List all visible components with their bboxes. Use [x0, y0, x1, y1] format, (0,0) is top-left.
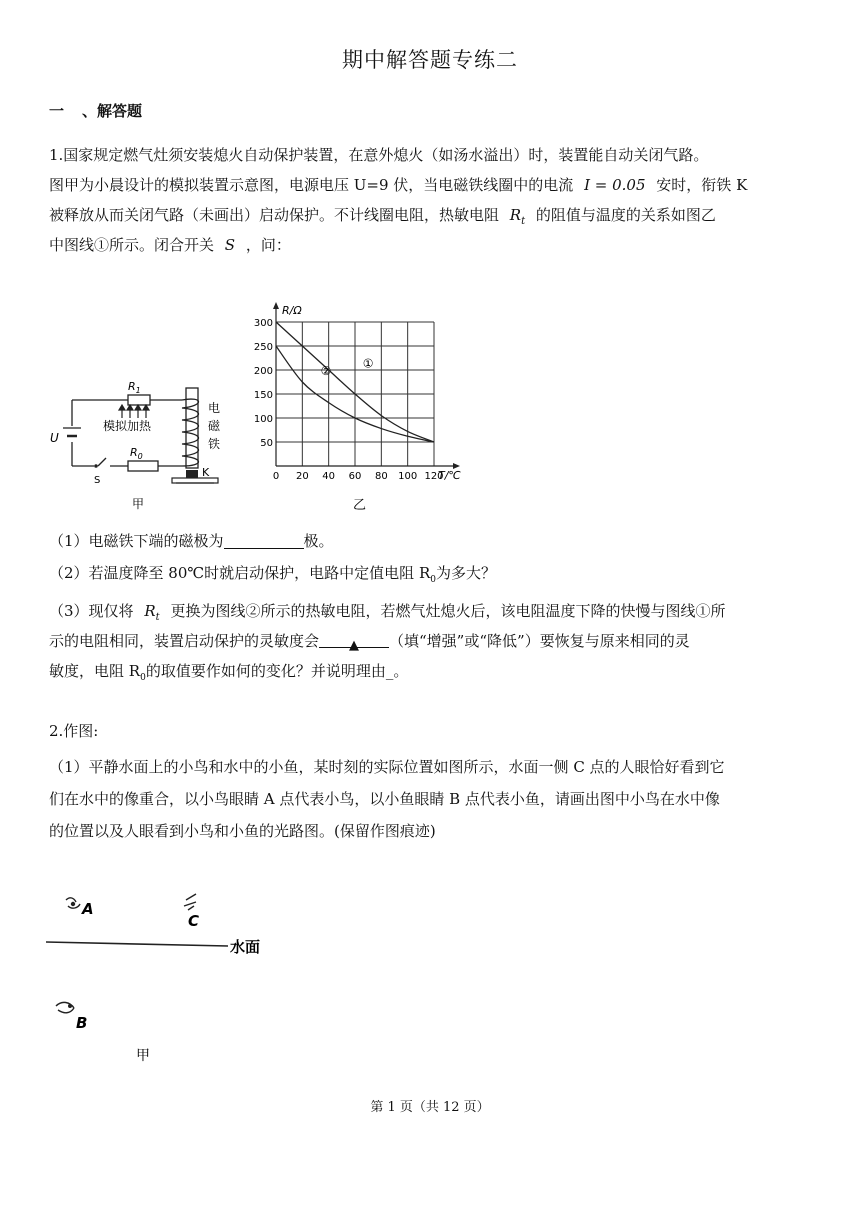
q1-line-1: 1.国家规定燃气灶须安装熄火自动保护装置，在意外熄火（如汤水溢出）时，装置能自动关闭气路。: [49, 146, 709, 164]
sub2-text: （2）若温度降至 80℃时就启动保护，电路中定值电阻 R: [49, 564, 431, 582]
point-A-label: A: [82, 900, 94, 918]
y-tick-label: 50: [260, 438, 273, 449]
sub3-text-1-tail: 更换为图线②所示的热敏电阻，若燃气灶熄火后，该电阻温度下降的快慢与图线①所: [170, 602, 726, 620]
coil-label-1: 电: [208, 401, 221, 415]
sub1-tail: 极。: [303, 532, 334, 550]
r1-resistor: [128, 395, 150, 405]
y-tick-label: 100: [253, 414, 273, 425]
r1-label: $R_1$: [128, 380, 141, 395]
answer-blank-1[interactable]: [224, 530, 304, 549]
section-label: 、解答题: [82, 102, 143, 120]
x-axis-label: T/℃: [438, 469, 461, 482]
question-1: [49, 140, 819, 260]
voltage-label: U: [50, 431, 59, 445]
q2-line-3: 的位置以及人眼看到小鸟和小鱼的光路图。(保留作图痕迹): [49, 822, 436, 840]
thermistor-symbol-2: $R_t$: [144, 602, 160, 623]
x-tick-label: 40: [322, 471, 336, 482]
armature-base: [172, 478, 218, 483]
q1-line-2: [49, 170, 819, 200]
armature-label: K: [202, 466, 210, 479]
bird-fish-diagram: [40, 886, 300, 1066]
thermistor-sub: t: [521, 216, 526, 227]
q1-line-2-tail: 安时，衔铁 K: [656, 176, 748, 194]
q1-line-3-text: 被释放从而关闭气路（未画出）启动保护。不计线圈电阻，热敏电阻: [49, 206, 500, 224]
sub-question-2: [49, 558, 819, 596]
water-surface-line: [46, 942, 228, 946]
chart-caption: 乙: [353, 498, 367, 513]
q1-line-4-tail: ，问：: [245, 236, 291, 254]
answer-blank-2[interactable]: [319, 629, 389, 653]
sub-question-3-line-3: [49, 656, 819, 686]
figure2-caption: 甲: [136, 1048, 150, 1064]
r0-label: $R_0$: [130, 446, 143, 461]
sub1-text: （1）电磁铁下端的磁极为: [49, 532, 224, 550]
heating-arrows: [119, 405, 149, 418]
x-tick-label: 60: [348, 471, 362, 482]
q1-line-3-tail: 的阻值与温度的关系如图乙: [535, 206, 716, 224]
y-axis-label: R/Ω: [282, 304, 302, 317]
question-1-parts: [49, 526, 819, 686]
r0-resistor: [128, 461, 158, 471]
circuit-diagram: [46, 370, 246, 516]
y-tick-label: 250: [253, 342, 273, 353]
point-C-label: C: [188, 912, 200, 930]
resistance-temperature-chart: [248, 296, 478, 516]
switch-label: S: [94, 475, 101, 486]
x-tick-label: 100: [398, 471, 418, 482]
q2-line-1: （1）平静水面上的小鸟和水中的小鱼，某时刻的实际位置如图所示，水面一侧 C 点的人眼恰好看到它: [49, 758, 725, 776]
battery-symbol: [63, 428, 81, 436]
q2-line-2: 们在水中的像重合，以小鸟眼睛 A 点代表小鸟，以小鱼眼睛 B 点代表小鱼，请画出图中小鸟在水中像: [49, 790, 720, 808]
coil-label-3: 铁: [208, 437, 221, 451]
y-axis-arrow: [273, 302, 279, 309]
q1-line-4-text: 中图线①所示。闭合开关: [49, 236, 215, 254]
current-equation: I = 0.05: [584, 176, 646, 194]
x-tick-label: 120: [424, 471, 444, 482]
coil-label-2: 磁: [208, 419, 221, 433]
sub-question-3-line-2: [49, 626, 819, 656]
sub2-tail: 为多大？: [435, 564, 496, 582]
x-tick-label: 20: [295, 471, 309, 482]
sub-question-3-line-1: [49, 596, 819, 626]
page-title: 期中解答题专练二: [342, 48, 518, 72]
sub3-text-3-tail: 的取值要作如何的变化？并说明理由_。: [145, 662, 409, 680]
water-label: 水面: [230, 938, 261, 956]
sub3-text-2: 示的电阻相同，装置启动保护的灵敏度会: [49, 632, 320, 650]
y-tick-label: 300: [253, 318, 273, 329]
x-tick-label: 0: [272, 471, 280, 482]
series-label-2: ②: [320, 363, 332, 378]
electromagnet-coil: [182, 399, 199, 466]
q1-line-3: [49, 200, 819, 230]
series-label-1: ①: [362, 356, 374, 371]
question-2: [49, 716, 819, 846]
sub3-text-1: （3）现仅将: [49, 602, 134, 620]
point-B-label: B: [76, 1014, 88, 1032]
heat-label: 模拟加热: [103, 419, 152, 433]
section-number: 一: [49, 102, 65, 120]
fish-icon: [56, 1002, 74, 1012]
sub3-subscript: 0: [140, 673, 146, 683]
switch-symbol: S: [224, 236, 236, 254]
q1-line-2-text: 图甲为小晨设计的模拟装置示意图，电源电压 U=9 伏，当电磁铁线圈中的电流: [49, 176, 574, 194]
eye-icon: [184, 894, 196, 910]
triangle-marker: ▲: [349, 638, 360, 653]
sub3-text-2-tail: （填“增强”或“降低”）要恢复与原来相同的灵: [389, 632, 690, 650]
y-tick-label: 150: [253, 390, 273, 401]
sub-question-1: [49, 526, 819, 558]
circuit-caption: 甲: [132, 497, 145, 511]
bird-icon: [66, 898, 80, 908]
q1-line-4: [49, 230, 819, 260]
page-footer: 第 1 页（共 12 页）: [370, 1100, 490, 1115]
sub3-text-3: 敏度，电阻 R: [49, 662, 141, 680]
sub2-subscript: 0: [430, 575, 436, 585]
switch-contact: [94, 464, 98, 468]
chart-axes: [273, 302, 460, 469]
thermistor-symbol: [509, 206, 526, 227]
q2-heading: 2.作图:: [49, 722, 99, 740]
y-tick-label: 200: [253, 366, 273, 377]
armature-block: [186, 470, 198, 478]
x-tick-label: 80: [374, 471, 388, 482]
section-heading: [49, 100, 142, 121]
thermistor-R: R: [509, 206, 522, 224]
